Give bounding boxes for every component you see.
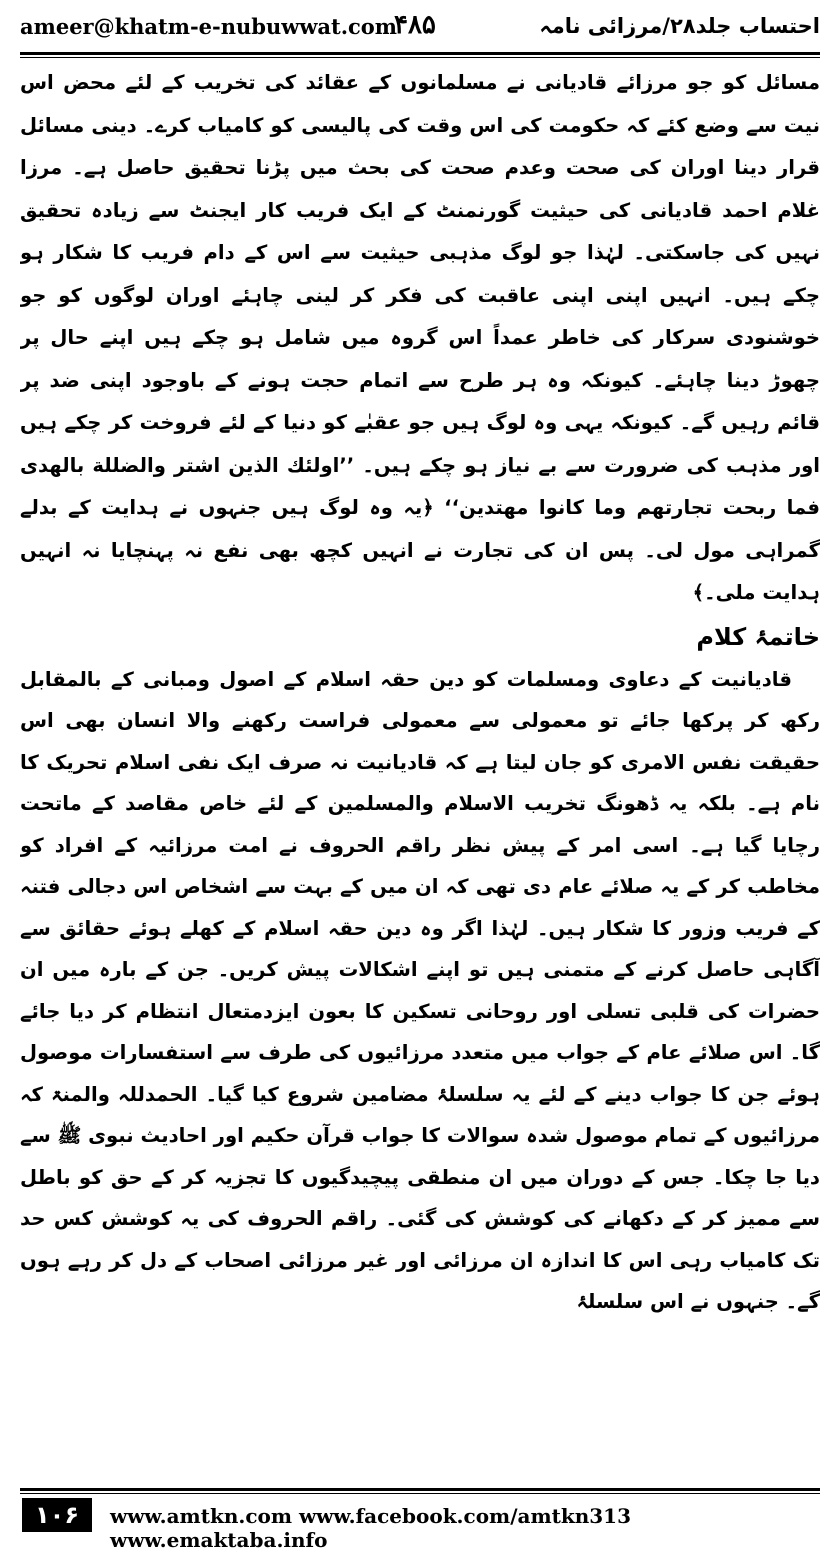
body-paragraph-1: مسائل کو جو مرزائے قادیانی نے مسلمانوں کے عقائد کی تخریب کے لئے محض اس نیت سے وضع کئے کہ حکومت کی اس وقت کی پالیسی کو کامیاب کرے۔ دینی مسائل قرار دینا اوران کی صحت وعدم صحت کی بحث میں پڑنا تحقیق حاصل ہے۔ مرزا غلام احمد قادیانی کی حیثیت گورنمنٹ کے ایک فریب کار ایجنٹ سے زیادہ تحقیق نہیں کی جاسکتی۔ لہٰذا جو لوگ مذہبی حیثیت سے اس کے دام فریب کا شکار ہو چکے ہیں۔ انہیں اپنی اپنی عاقبت کی فکر کر لینی چاہئے اوران لوگوں کو جو خوشنودی سرکار کی خاطر عمداً اس گروہ میں شامل ہو چکے ہیں اپنے حال پر چھوڑ دینا چاہئے۔ کیونکہ وہ ہر طرح سے اتمام حجت ہونے کے باوجود اپنی ضد پر قائم رہیں گے۔ کیونکہ یہی وہ لوگ ہیں جو عقبٰے کو دنیا کے لئے فروخت کر چکے ہیں اور مذہب کی ضرورت سے بے نیاز ہو چکے ہیں۔ ’’اولئك الذين اشتر والضللة بالهدى فما ربحت تجارتهم وما كانوا مهتدين‘‘ ﴿یہ وہ لوگ ہیں جنہوں نے ہدایت کے بدلے گمراہی مول لی۔ پس ان کی تجارت نے انہیں کچھ بھی نفع نہ پہنچایا نہ انہیں ہدایت ملی۔﴾: [20, 71, 820, 604]
folio-number: ۱۰۶: [22, 1498, 92, 1532]
footer-rule-thin: [20, 1493, 820, 1494]
header-book-title: احتساب جلد۲۸/مرزائی نامہ: [539, 14, 820, 38]
section-heading: خاتمۂ کلام: [696, 622, 820, 651]
header-rule: [20, 52, 820, 55]
header-rule-thin: [20, 57, 820, 58]
header-email: ameer@khatm-e-nubuwwat.com: [20, 14, 398, 39]
header-page-number: ۴۸۵: [394, 10, 436, 40]
page-footer: [0, 1484, 840, 1552]
footer-rule: [20, 1488, 820, 1491]
page-body: [20, 62, 820, 1477]
page-header: [0, 0, 840, 58]
footer-urls: www.amtkn.com www.facebook.com/amtkn313 www.emaktaba.info: [110, 1504, 632, 1552]
body-paragraph-2: قادیانیت کے دعاوی ومسلمات کو دین حقہ اسلام کے اصول ومبانی کے بالمقابل رکھ کر پرکھا جائے تو معمولی سے معمولی فراست رکھنے والا انسان بھی اس حقیقت نفس الامری کو جان لیتا ہے کہ قادیانیت نہ صرف ایک نفی اسلام تحریک کا نام ہے۔ بلکہ یہ ڈھونگ تخریب الاسلام والمسلمین کے لئے خاص مقاصد کے ماتحت رچایا گیا ہے۔ اسی امر کے پیش نظر راقم الحروف نے امت مرزائیہ کے افراد کو مخاطب کر کے یہ صلائے عام دی تھی کہ ان میں کے بہت سے اشخاص اس دجالی فتنہ کے فریب وزور کا شکار ہیں۔ لہٰذا اگر وہ دین حقہ اسلام کے کھلے ہوئے حقائق سے آگاہی حاصل کرنے کے متمنی ہیں تو اپنے اشکالات پیش کریں۔ جن کے بارہ میں ان حضرات کی قلبی تسلی اور روحانی تسکین کا بعون ایزدمتعال انتظام کر دیا جائے گا۔ اس صلائے عام کے جواب میں متعدد مرزائیوں کی طرف سے استفسارات موصول ہوئے جن کا جواب دینے کے لئے یہ سلسلۂ مضامین شروع کیا گیا۔ الحمدللہ والمنۃ کہ مرزائیوں کے تمام موصول شدہ سوالات کا جواب قرآن حکیم اور احادیث نبوی ﷺ سے دیا جا چکا۔ جس کے دوران میں ان منطقی پیچیدگیوں کا تجزیہ کر کے حق کو باطل سے ممیز کر کے دکھانے کی کوشش کی گئی۔ راقم الحروف کی یہ کوشش کس حد تک کامیاب رہی اس کا اندازہ ان مرزائی اور غیر مرزائی اصحاب کے دل کر رہے ہوں گے۔ جنہوں نے اس سلسلۂ: [20, 667, 820, 1313]
